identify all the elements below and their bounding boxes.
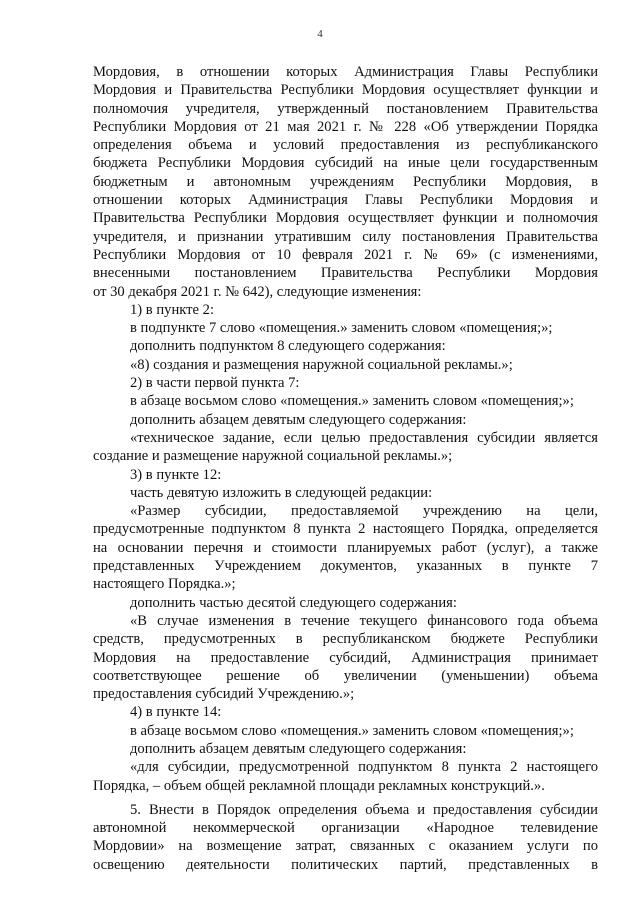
text-line: отношении которых Администрация Главы Республики Мордовия и: [93, 192, 598, 209]
list-item-heading: 1) в пункте 2:: [130, 301, 215, 318]
text-line: от 30 декабря 2021 г. № 642), следующие изменения:: [93, 283, 422, 300]
text-line: Мордовия, в отношении которых Администрация Главы Республики: [93, 64, 598, 80]
text-line: «для субсидии, предусмотренной подпунктом 8 пункта 2 настоящего: [130, 759, 598, 776]
text-line: бюджета Республики Мордовия субсидий на иные цели государственным: [93, 155, 598, 172]
text-line: «В случае изменения в течение текущего финансового года объема: [130, 612, 598, 629]
text-line: автономной некоммерческой организации «Народное телевидение: [93, 820, 598, 837]
text-line: предоставления субсидий Учреждению.»;: [93, 686, 355, 703]
text-line: полномочия учредителя, утвержденный постановлением Правительства: [93, 100, 598, 117]
list-item-heading: 2) в части первой пункта 7:: [130, 375, 300, 392]
list-item-heading: 4) в пункте 14:: [130, 704, 222, 721]
text-line: внесенными постановлением Правительства Республики Мордовия: [93, 265, 598, 282]
text-line: предусмотренные подпунктом 8 пункта 2 настоящего Порядка, определяется: [93, 521, 598, 538]
text-line: дополнить абзацем девятым следующего содержания:: [130, 411, 467, 428]
text-line: создание и размещение наружной социальной рекламы.»;: [93, 448, 453, 465]
text-line: настоящего Порядка.»;: [93, 576, 236, 593]
text-line: в абзаце восьмом слово «помещения.» заменить словом «помещения;»;: [130, 393, 574, 410]
text-line: «8) создания и размещения наружной социальной рекламы.»;: [130, 356, 513, 373]
text-line: Порядка, – объем общей рекламной площади рекламных конструкций.».: [93, 777, 545, 794]
text-line: представленных Учреждением документов, указанных в пункте 7: [93, 558, 598, 575]
text-line: часть девятую изложить в следующей редакции:: [130, 484, 433, 501]
text-line: бюджетным и автономным учреждениям Республики Мордовия, в: [93, 173, 598, 190]
text-line: дополнить абзацем девятым следующего содержания:: [130, 740, 467, 757]
text-line: Правительства Республики Мордовия осуществляет функции и полномочия: [93, 210, 598, 227]
text-line: дополнить частью десятой следующего содержания:: [130, 594, 457, 611]
text-line: освещению деятельности политических партий, представленных в: [93, 856, 598, 873]
text-line: «Размер субсидии, предоставляемой учреждению на цели,: [130, 503, 598, 520]
document-body: [93, 63, 598, 874]
text-line: определения объема и условий предоставления из республиканского: [93, 137, 598, 154]
text-line: дополнить подпунктом 8 следующего содержания:: [130, 338, 446, 355]
text-line: соответствующее решение об увеличении (уменьшении) объема: [93, 667, 598, 684]
text-line: Мордовии» на возмещение затрат, связанных с оказанием услуги по: [93, 838, 598, 855]
text-line: Мордовия и Правительства Республики Мордовия осуществляет функции и: [93, 82, 598, 99]
page-number: 4: [317, 28, 323, 40]
text-line: Республики Мордовия от 21 мая 2021 г. № 228 «Об утверждении Порядка: [93, 118, 598, 135]
list-item-heading: 3) в пункте 12:: [130, 466, 222, 483]
text-line: учредителя, и признании утратившим силу постановления Правительства: [93, 228, 598, 245]
text-line: в абзаце восьмом слово «помещения.» заменить словом «помещения;»;: [130, 722, 574, 739]
text-line: Мордовия на предоставление субсидий, Администрация принимает: [93, 649, 598, 666]
text-line: средств, предусмотренных в республиканском бюджете Республики: [93, 631, 598, 648]
text-line: в подпункте 7 слово «помещения.» заменить словом «помещения;»;: [130, 320, 553, 337]
text-line: на основании перечня и стоимости планируемых работ (услуг), а также: [93, 539, 598, 556]
text-line: «техническое задание, если целью предоставления субсидии является: [130, 429, 598, 446]
text-line: Республики Мордовия от 10 февраля 2021 г. № 69» (с изменениями,: [93, 246, 598, 263]
text-line: 5. Внести в Порядок определения объема и предоставления субсидии: [130, 801, 598, 818]
